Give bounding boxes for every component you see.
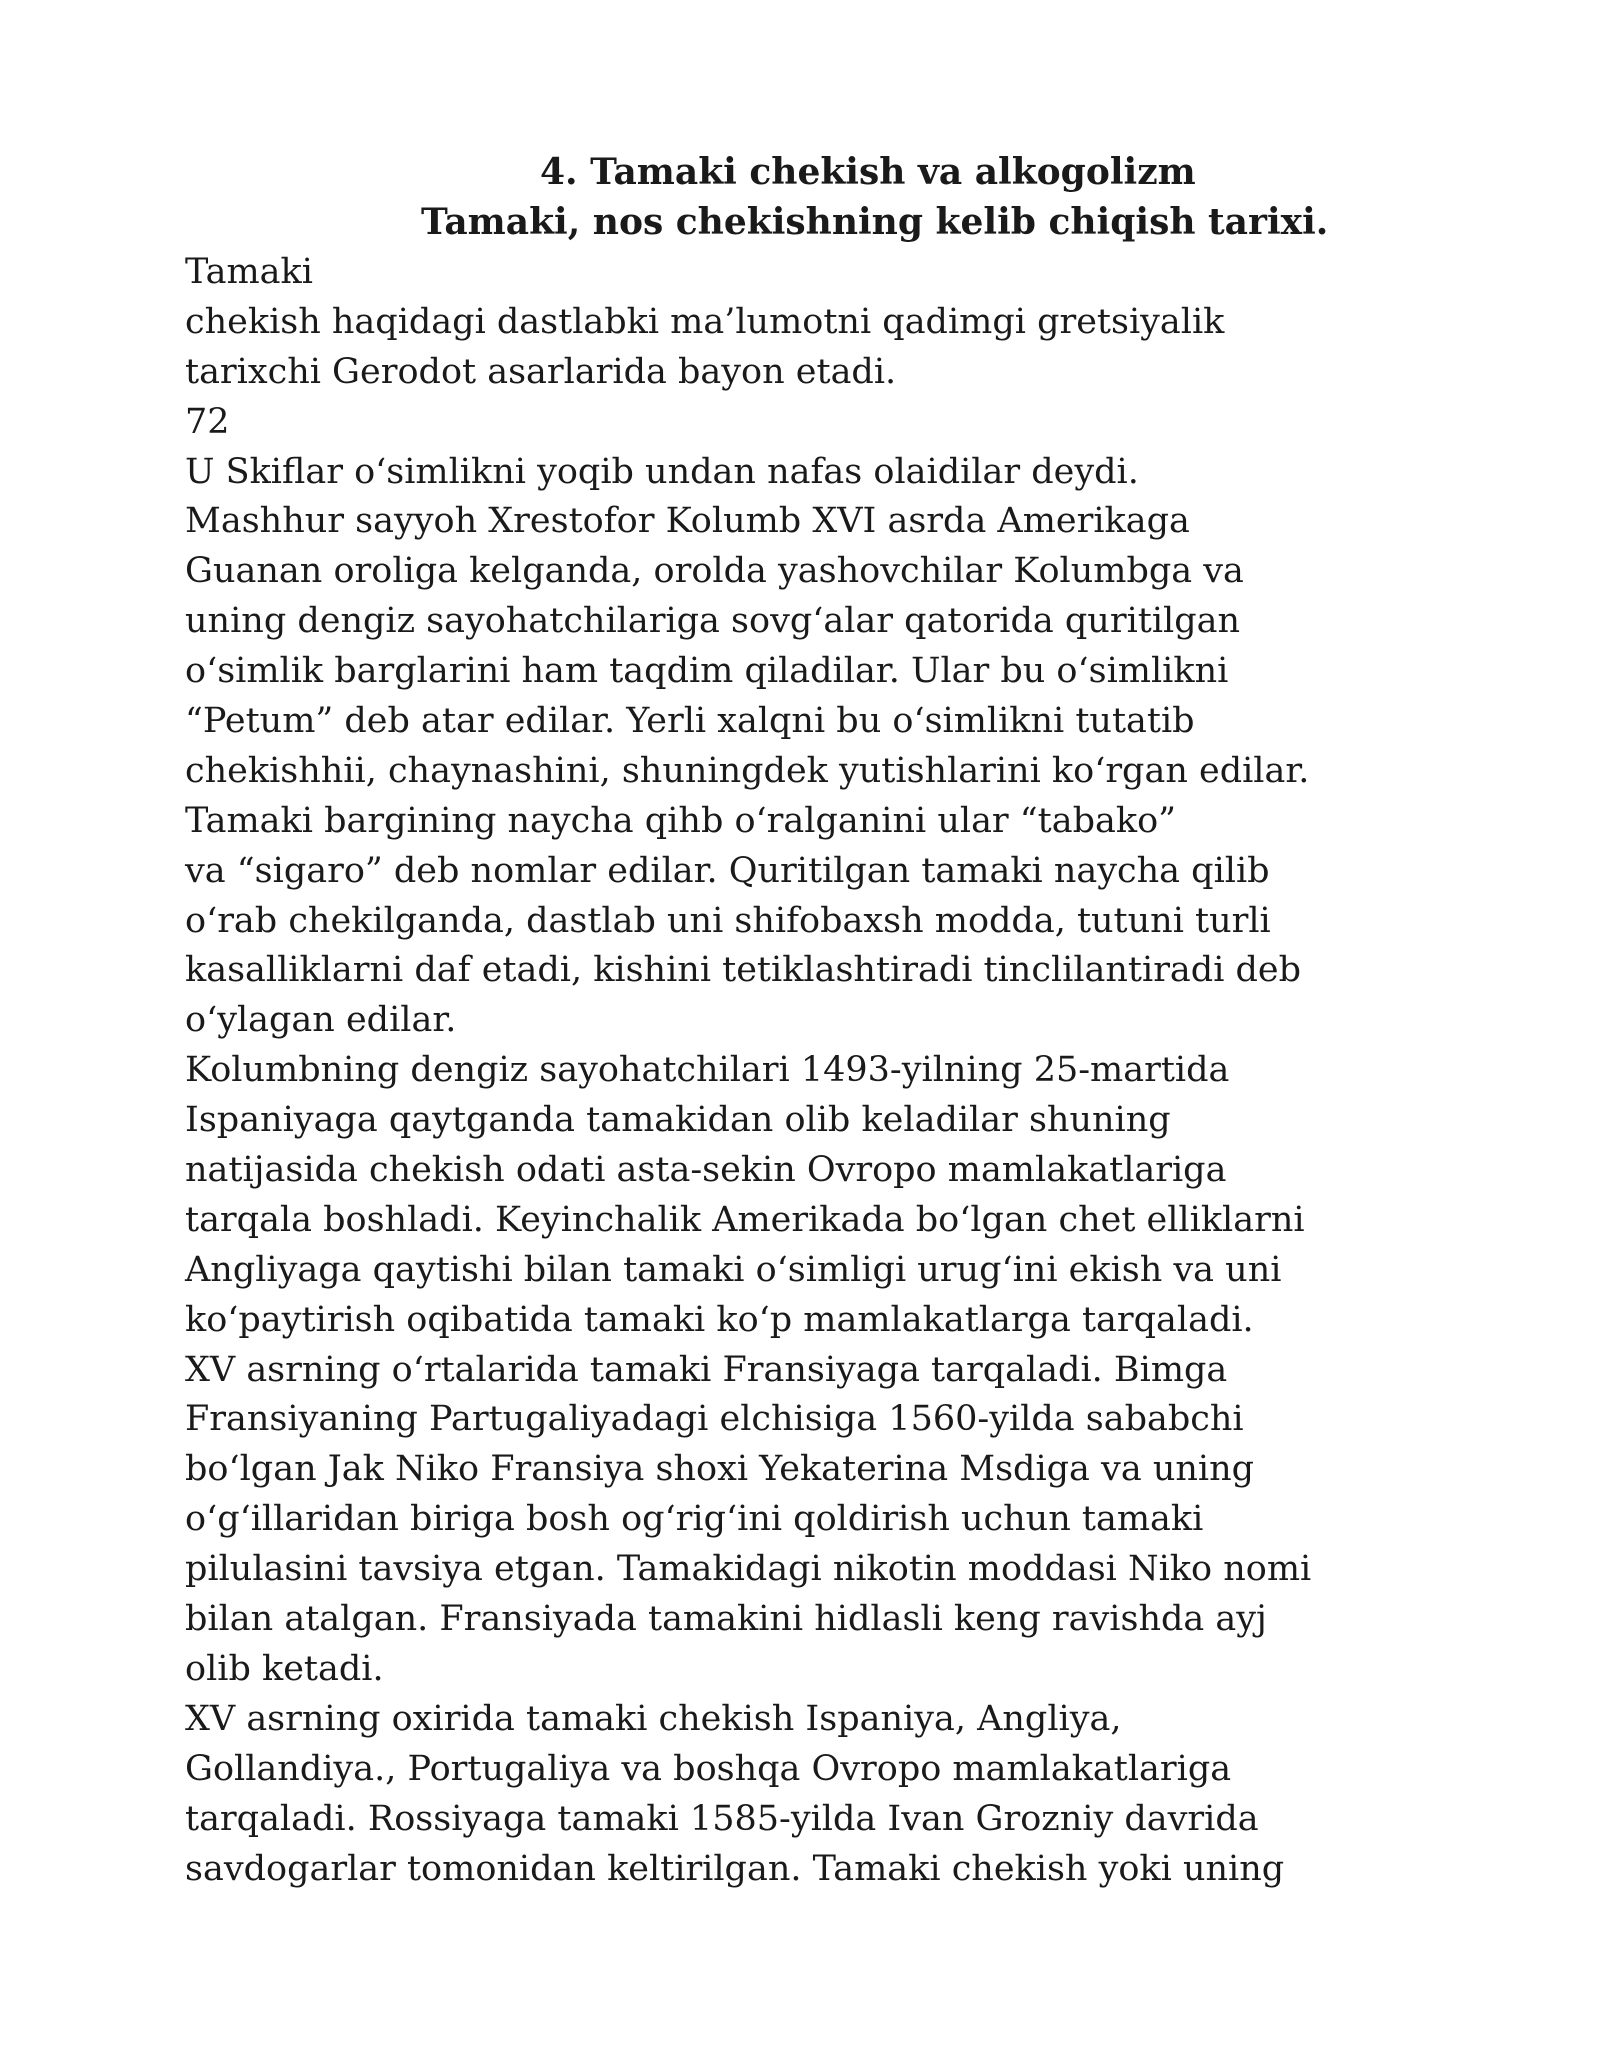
text-line: Tamaki bargining naycha qihb o‘ralganini ular “tabako” (185, 800, 1177, 841)
text-line: “Petum” deb atar edilar. Yerli xalqni bu o‘simlikni tutatib (185, 701, 1195, 742)
text-line: Guanan oroliga kelganda, orolda yashovchilar Kolumbga va (185, 551, 1244, 592)
text-line: o‘rab chekilganda, dastlab uni shifobaxsh modda, tutuni turli (185, 900, 1271, 941)
text-line: ko‘paytirish oqibatida tamaki ko‘p mamlakatlarga tarqaladi. (185, 1299, 1254, 1340)
text-line: U Skiflar o‘simlikni yoqib undan nafas olaidilar deydi. (185, 451, 1139, 492)
body-text (185, 248, 1425, 1894)
text-line: chekishhii, chaynashini, shuningdek yutishlarini ko‘rgan edilar. (185, 750, 1310, 791)
text-line: XV asrning o‘rtalarida tamaki Fransiyaga tarqaladi. Bimga (185, 1349, 1228, 1390)
text-line: Fransiyaning Partugaliyadagi elchisiga 1560-yilda sababchi (185, 1399, 1244, 1440)
section-title: Tamaki, nos chekishning kelib chiqish tarixi. (421, 201, 1329, 243)
text-line: savdogarlar tomonidan keltirilgan. Tamaki chekish yoki uning (185, 1848, 1285, 1889)
text-line: o‘ylagan edilar. (185, 1000, 457, 1041)
text-line: Ispaniyaga qaytganda tamakidan olib keladilar shuning (185, 1100, 1171, 1141)
text-line: tarixchi Gerodot asarlarida bayon etadi. (185, 351, 897, 392)
page-number: 72 (185, 401, 230, 442)
text-line: va “sigaro” deb nomlar edilar. Quritilgan tamaki naycha qilib (185, 850, 1270, 891)
text-line: kasalliklarni daf etadi, kishini tetiklashtiradi tinclilantiradi deb (185, 950, 1302, 991)
text-line: pilulasini tavsiya etgan. Tamakidagi nikotin moddasi Niko nomi (185, 1549, 1312, 1590)
text-line: Tamaki (185, 252, 313, 292)
text-line: bilan atalgan. Fransiyada tamakini hidlasli keng ravishda ayj (185, 1599, 1267, 1640)
text-line: o‘simlik barglarini ham taqdim qiladilar. Ular bu o‘simlikni (185, 651, 1229, 692)
text-line: Gollandiya., Portugaliya va boshqa Ovropo mamlakatlariga (185, 1748, 1232, 1789)
text-line: XV asrning oxirida tamaki chekish Ispaniya, Angliya, (185, 1698, 1122, 1739)
text-line: tarqaladi. Rossiyaga tamaki 1585-yilda Ivan Grozniy davrida (185, 1798, 1259, 1839)
text-line: olib ketadi. (185, 1648, 384, 1689)
text-line: bo‘lgan Jak Niko Fransiya shoxi Yekaterina Msdiga va uning (185, 1449, 1255, 1490)
text-line: o‘g‘illaridan biriga bosh og‘rig‘ini qoldirish uchun tamaki (185, 1499, 1204, 1540)
text-line: Kolumbning dengiz sayohatchilari 1493-yilning 25-martida (185, 1050, 1230, 1091)
text-line: tarqala boshladi. Keyinchalik Amerikada bo‘lgan chet elliklarni (185, 1199, 1305, 1240)
text-line: Mashhur sayyoh Xrestofor Kolumb XVI asrda Amerikaga (185, 501, 1190, 542)
text-line: natijasida chekish odati asta-sekin Ovropo mamlakatlariga (185, 1150, 1227, 1191)
text-line: chekish haqidagi dastlabki ma’lumotni qadimgi gretsiyalik (185, 301, 1225, 342)
text-line: uning dengiz sayohatchilariga sovg‘alar qatorida quritilgan (185, 601, 1241, 642)
text-line: Angliyaga qaytishi bilan tamaki o‘simligi urug‘ini ekish va uni (185, 1249, 1282, 1290)
chapter-title: 4. Tamaki chekish va alkogolizm (540, 151, 1196, 193)
